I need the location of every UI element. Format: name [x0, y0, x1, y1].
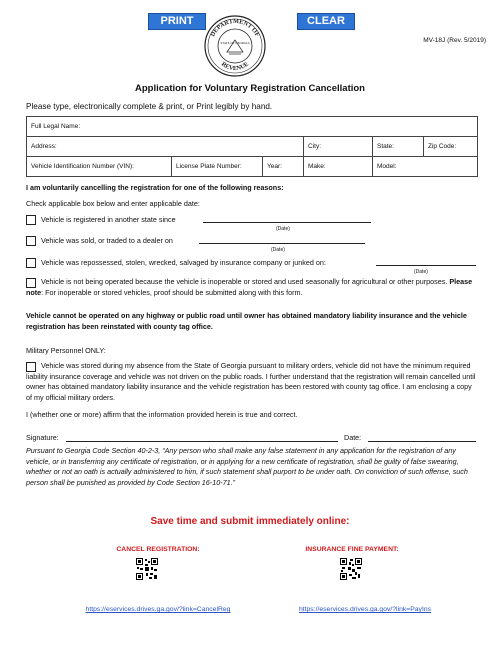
year-field[interactable]: Year: — [263, 157, 304, 177]
checkbox-other-state[interactable] — [26, 215, 36, 225]
checkbox-repossessed[interactable] — [26, 258, 36, 268]
address-field[interactable]: Address: — [27, 137, 304, 157]
military-text: Vehicle was stored during my absence from the State of Georgia pursuant to military orders, vehicle did not have the minimum required liability insurance coverage and vehicle was not driven on the public roads. I further understand that the registration will remain cancelled until owner has obtained mandatory liability insurance and the vehicle registration has been restored with county tag office. I am enclosing a copy of my official military orders. — [26, 361, 476, 402]
city-field[interactable]: City: — [304, 137, 373, 157]
note-label: Please note — [26, 277, 473, 297]
option-sold-traded-label: Vehicle was sold, or traded to a dealer on — [41, 236, 173, 245]
make-field[interactable]: Make: — [304, 157, 373, 177]
form-code: MV-18J (Rev. 5/2019) — [423, 37, 486, 44]
repossessed-date-line[interactable] — [376, 265, 476, 266]
signature-line[interactable] — [66, 441, 338, 442]
clear-button[interactable]: CLEAR — [297, 13, 355, 30]
seal-center-text: STATE OF GEORGIA — [220, 41, 250, 45]
date-label: Date: — [344, 433, 362, 442]
online-heading: Save time and submit immediately online: — [150, 516, 350, 527]
date-caption: (Date) — [414, 269, 428, 275]
insurance-fine-qr-icon[interactable] — [340, 558, 362, 580]
checkbox-sold-traded[interactable] — [26, 236, 36, 246]
reasons-heading: I am voluntarily cancelling the registration for one of the following reasons: — [26, 183, 284, 192]
note-text: : For inoperable or stored vehicles, proof should be submitted along with this form. — [41, 287, 303, 297]
signature-date-line[interactable] — [368, 441, 476, 442]
zip-code-field[interactable]: Zip Code: — [428, 143, 457, 150]
sold-date-line[interactable] — [199, 243, 365, 244]
legal-statement: Pursuant to Georgia Code Section 40-2-3, “Any person who shall make any false statement in any application for the registration of any vehicle, or in transferring any certificate of registration, or in applying for a new certificate of registration, shall be guilty of false swearing, whether or not an oath is actually administered to him, if such statement shall purport to be under oath. On conviction of such offense, such person shall be punished as provided by Code Section 16-10-71.” — [26, 446, 468, 487]
insurance-fine-title: INSURANCE FINE PAYMENT: — [305, 546, 399, 553]
cancel-registration-qr-icon[interactable] — [136, 558, 158, 580]
svg-text:REVENUE — [220, 61, 250, 72]
option-inoperable-label: Vehicle is not being operated because the vehicle is inoperable or stored and used seasonally for agricultural or other purposes. Please note: For inoperable or stored vehicles, proof should be submitted along with this form. — [26, 277, 473, 297]
seal-top-text: DEPARTMENT OF — [209, 17, 261, 38]
insurance-fine-link[interactable]: https://eservices.drives.ga.gov/?link=PayIns — [298, 606, 432, 613]
seal-bottom-text: REVENUE — [219, 60, 251, 72]
option-repossessed-label: Vehicle was repossessed, stolen, wrecked, salvaged by insurance company or junked on: — [41, 258, 326, 267]
model-field[interactable]: Model: — [373, 157, 478, 177]
option-other-state-label: Vehicle is registered in another state since — [41, 215, 176, 224]
date-caption: (Date) — [276, 226, 290, 232]
page-title: Application for Voluntary Registration Cancellation — [135, 83, 365, 94]
signature-label: Signature: — [26, 433, 59, 442]
cancel-registration-title: CANCEL REGISTRATION: — [116, 546, 200, 553]
date-caption: (Date) — [271, 247, 285, 253]
other-state-date-line[interactable] — [203, 222, 371, 223]
license-plate-field[interactable]: License Plate Number: — [172, 157, 263, 177]
state-zip-cell — [373, 137, 478, 157]
department-of-revenue-seal-icon — [203, 14, 267, 78]
cancel-registration-link[interactable]: https://eservices.drives.ga.gov/?link=CancelReg — [85, 606, 231, 613]
state-field[interactable]: State: — [373, 137, 424, 156]
warning-text: Vehicle cannot be operated on any highway or public road until owner has obtained mandatory liability insurance and the vehicle registration has been reinstated with county tag office. — [26, 311, 467, 331]
full-legal-name-field[interactable]: Full Legal Name: — [27, 117, 478, 137]
svg-text:DEPARTMENT OF — [209, 18, 260, 38]
vin-field[interactable]: Vehicle Identification Number (VIN): — [27, 157, 172, 177]
reasons-subheading: Check applicable box below and enter applicable date: — [26, 199, 200, 208]
affirmation-text: I (whether one or more) affirm that the information provided herein is true and correct. — [26, 410, 298, 419]
print-button[interactable]: PRINT — [148, 13, 206, 30]
military-heading: Military Personnel ONLY: — [26, 346, 106, 355]
applicant-info-table — [26, 116, 478, 177]
instructions: Please type, electronically complete & print, or Print legibly by hand. — [26, 102, 273, 111]
